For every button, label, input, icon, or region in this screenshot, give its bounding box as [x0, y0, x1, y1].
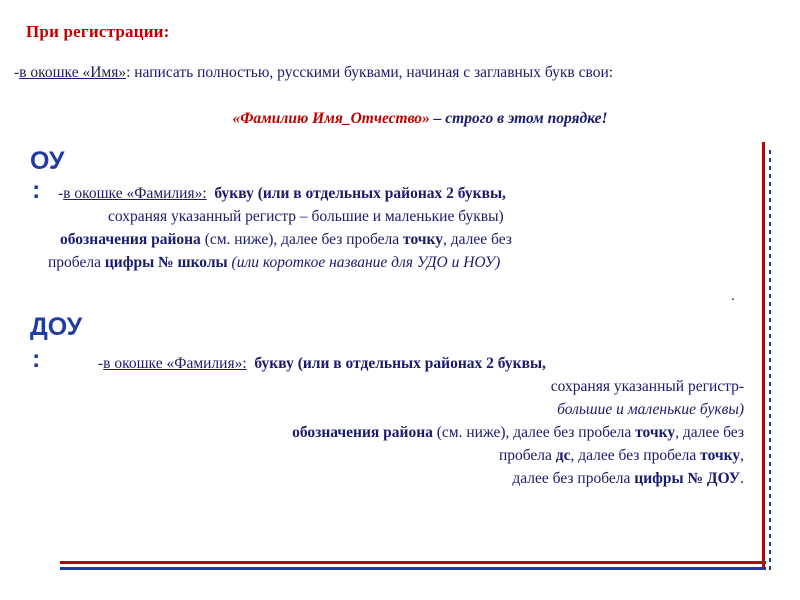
ou-line-3: [48, 228, 748, 251]
ou-line1-rest: букву (или в отдельных районах 2 буквы,: [214, 185, 506, 202]
intro-dash: -: [14, 64, 20, 81]
fio-quoted: «Фамилию Имя_Отчество»: [232, 110, 430, 127]
ou-body: [48, 182, 748, 274]
fio-order-line: [90, 110, 750, 128]
dou-line2-text: сохраняя указанный регистр-: [550, 378, 744, 395]
ou-line-2: [48, 205, 748, 228]
dou-line5-mid: , далее без пробела: [570, 447, 701, 464]
horizontal-blue-rule: [60, 567, 766, 570]
dou-line6-digits: цифры № ДОУ: [634, 470, 741, 487]
ou-line2-text: сохраняя указанный регистр – большие и маленькие буквы): [108, 208, 504, 225]
stray-period: .: [731, 288, 735, 304]
ou-line3-tail: , далее без: [443, 231, 512, 248]
dou-line-5: [60, 444, 744, 467]
intro-rest: : написать полностью, русскими буквами, начиная с заглавных букв свои:: [126, 64, 614, 81]
dou-line-6: [60, 467, 744, 490]
intro-underlined-lead: в окошке «Имя»: [19, 64, 127, 81]
dou-line4-region: обозначения района: [292, 424, 433, 441]
ou-heading-colon: :: [32, 176, 41, 204]
dou-heading: ДОУ: [30, 313, 83, 341]
ou-line4-lead: пробела: [48, 254, 105, 271]
vertical-blue-dotted-rule: [769, 150, 771, 570]
dou-line1-rest: букву (или в отдельных районах 2 буквы,: [254, 355, 546, 372]
dou-line6-lead: далее без пробела: [512, 470, 635, 487]
ou-line1-dash: -: [58, 185, 64, 202]
ou-heading: ОУ: [30, 147, 65, 175]
dou-line5-lead: пробела: [498, 447, 556, 464]
dou-line3-text: большие и маленькие буквы): [557, 401, 744, 418]
dou-line-3: [60, 398, 744, 421]
dou-line-1: [60, 352, 744, 375]
dou-line1-dash: -: [98, 355, 104, 372]
ou-line4-digits: цифры № школы: [104, 254, 228, 271]
ou-line-4: [48, 251, 748, 274]
dou-line1-lead: в окошке «Фамилия»:: [103, 355, 247, 372]
dou-line5-comma: ,: [740, 447, 744, 464]
fio-tail: – строго в этом порядке!: [429, 110, 608, 127]
dou-body: [60, 352, 744, 490]
ou-line1-lead: в окошке «Фамилия»:: [63, 185, 207, 202]
ou-line3-region: обозначения района: [60, 231, 201, 248]
vertical-red-rule: [762, 142, 765, 570]
dou-line4-mid: (см. ниже), далее без пробела: [432, 424, 636, 441]
ou-line4-tail: (или короткое название для УДО и НОУ): [227, 254, 501, 271]
dou-line4-tail: , далее без: [675, 424, 744, 441]
horizontal-red-rule: [60, 561, 766, 564]
slide-title: При регистрации:: [26, 22, 170, 41]
dou-line5-dot-word: точку: [700, 447, 741, 464]
dou-heading-colon: :: [32, 345, 41, 373]
intro-paragraph: [14, 62, 754, 83]
dou-line5-ds: дс: [555, 447, 571, 464]
ou-line3-dot-word: точку: [403, 231, 444, 248]
dou-line-4: [60, 421, 744, 444]
ou-line3-mid: (см. ниже), далее без пробела: [200, 231, 404, 248]
dou-line4-dot-word: точку: [635, 424, 676, 441]
dou-line6-period: .: [740, 470, 744, 487]
ou-line-1: [48, 182, 748, 205]
dou-line-2: [60, 375, 744, 398]
